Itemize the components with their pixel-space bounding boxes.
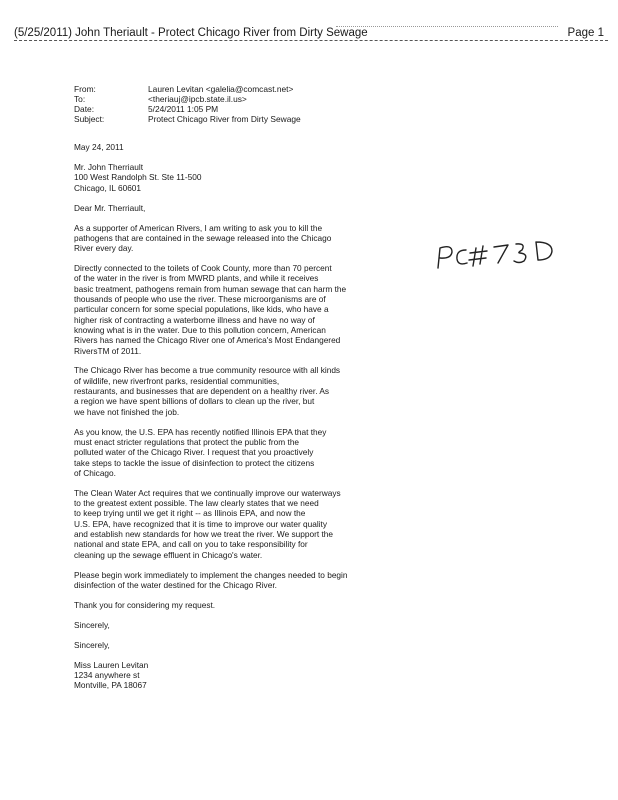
paragraph-line: take steps to tackle the issue of disinfection to protect the citizens [74,457,315,468]
paragraph-line: of the water in the river is from MWRD plants, and while it receives [74,273,319,284]
paragraph-5 [74,488,374,560]
to-label: To: [74,94,86,104]
paragraph-line: a region we have spent billions of dollars to clean up the river, but [74,396,315,407]
paragraph-line: thousands of people who use the river. These microorganisms are of [74,294,326,305]
paragraph-line: basic treatment, pathogens remain from human sewage that can harm the [74,283,347,294]
paragraph-line: higher risk of contracting a waterborne illness and have no way of [74,314,315,325]
signature-line: Montville, PA 18067 [74,680,147,691]
paragraph-line: As a supporter of American Rivers, I am writing to ask you to kill the [74,222,323,233]
paragraph-line: cleaning up the sewage effluent in Chicago's water. [74,549,263,560]
signature-line: Miss Lauren Levitan [74,659,149,670]
to-value: <theriauj@ipcb.state.il.us> [148,94,247,104]
header-rule [14,40,608,41]
closing-1: Sincerely, [74,619,110,630]
paragraph-line: U.S. EPA, have recognized that it is time to improve our water quality [74,518,328,529]
paragraph-line: Directly connected to the toilets of Cook County, more than 70 percent [74,263,332,274]
paragraph-2 [74,263,374,356]
paragraph-line: of Chicago. [74,467,116,478]
paragraph-line: RiversTM of 2011. [74,345,142,356]
page-number: Page 1 [567,27,604,39]
letter-body [74,142,374,700]
subject-label: Subject: [74,114,105,124]
subject-value: Protect Chicago River from Dirty Sewage [148,114,301,124]
paragraph-7 [74,600,374,610]
paragraph-line: must enact stricter regulations that protect the public from the [74,436,300,447]
paragraph-6 [74,570,374,591]
paragraph-line: Thank you for considering my request. [74,599,216,610]
from-label: From: [74,84,96,94]
header-title: (5/25/2011) John Theriault - Protect Chicago River from Dirty Sewage [14,27,368,39]
paragraph-line: we have not finished the job. [74,406,180,417]
date-value: 5/24/2011 1:05 PM [148,104,219,114]
paragraph-line: restaurants, and businesses that are dependent on a healthy river. As [74,386,330,397]
from-value: Lauren Levitan <galelia@comcast.net> [148,84,294,94]
header-dotted-rule [336,26,558,27]
paragraph-line: The Chicago River has become a true community resource with all kinds [74,365,341,376]
handwritten-stamp [432,230,582,290]
address-line: 100 West Randolph St. Ste 11-500 [74,172,202,183]
paragraph-line: particular concern for some special populations, like kids, who have a [74,304,329,315]
closing-2: Sincerely, [74,639,110,650]
paragraph-4 [74,427,374,478]
paragraph-line: of wildlife, new riverfront parks, residential communities, [74,375,280,386]
paragraph-line: pathogens that are contained in the sewage released into the Chicago [74,232,332,243]
paragraph-line: national and state EPA, and call on you to take responsibility for [74,539,308,550]
signature-line: 1234 anywhere st [74,670,140,681]
paragraph-line: River every day. [74,243,134,254]
paragraph-1 [74,223,374,254]
address-line: Mr. John Therriault [74,161,144,172]
paragraph-line: and establish new standards for how we treat the river. We support the [74,529,334,540]
paragraph-line: The Clean Water Act requires that we continually improve our waterways [74,487,341,498]
document-header [14,26,606,40]
date-label: Date: [74,104,95,114]
paragraph-line: polluted water of the Chicago River. I request that you proactively [74,447,314,458]
paragraph-line: Please begin work immediately to implement the changes needed to begin [74,569,348,580]
paragraph-line: As you know, the U.S. EPA has recently notified Illinois EPA that they [74,426,327,437]
letter-date: May 24, 2011 [74,142,124,152]
address-line: Chicago, IL 60601 [74,182,142,193]
paragraph-line: knowing what is in the water. Due to this pollution concern, American [74,324,326,335]
paragraph-line: to the greatest extent possible. The law clearly states that we need [74,498,319,509]
paragraph-line: to keep trying until we get it right -- as Illinois EPA, and now the [74,508,306,519]
paragraph-3 [74,365,374,416]
signature-block [74,660,374,691]
salutation: Dear Mr. Therriault, [74,202,146,213]
recipient-address [74,162,374,193]
paragraph-line: disinfection of the water destined for the Chicago River. [74,579,277,590]
paragraph-line: Rivers has named the Chicago River one of America's Most Endangered [74,335,341,346]
